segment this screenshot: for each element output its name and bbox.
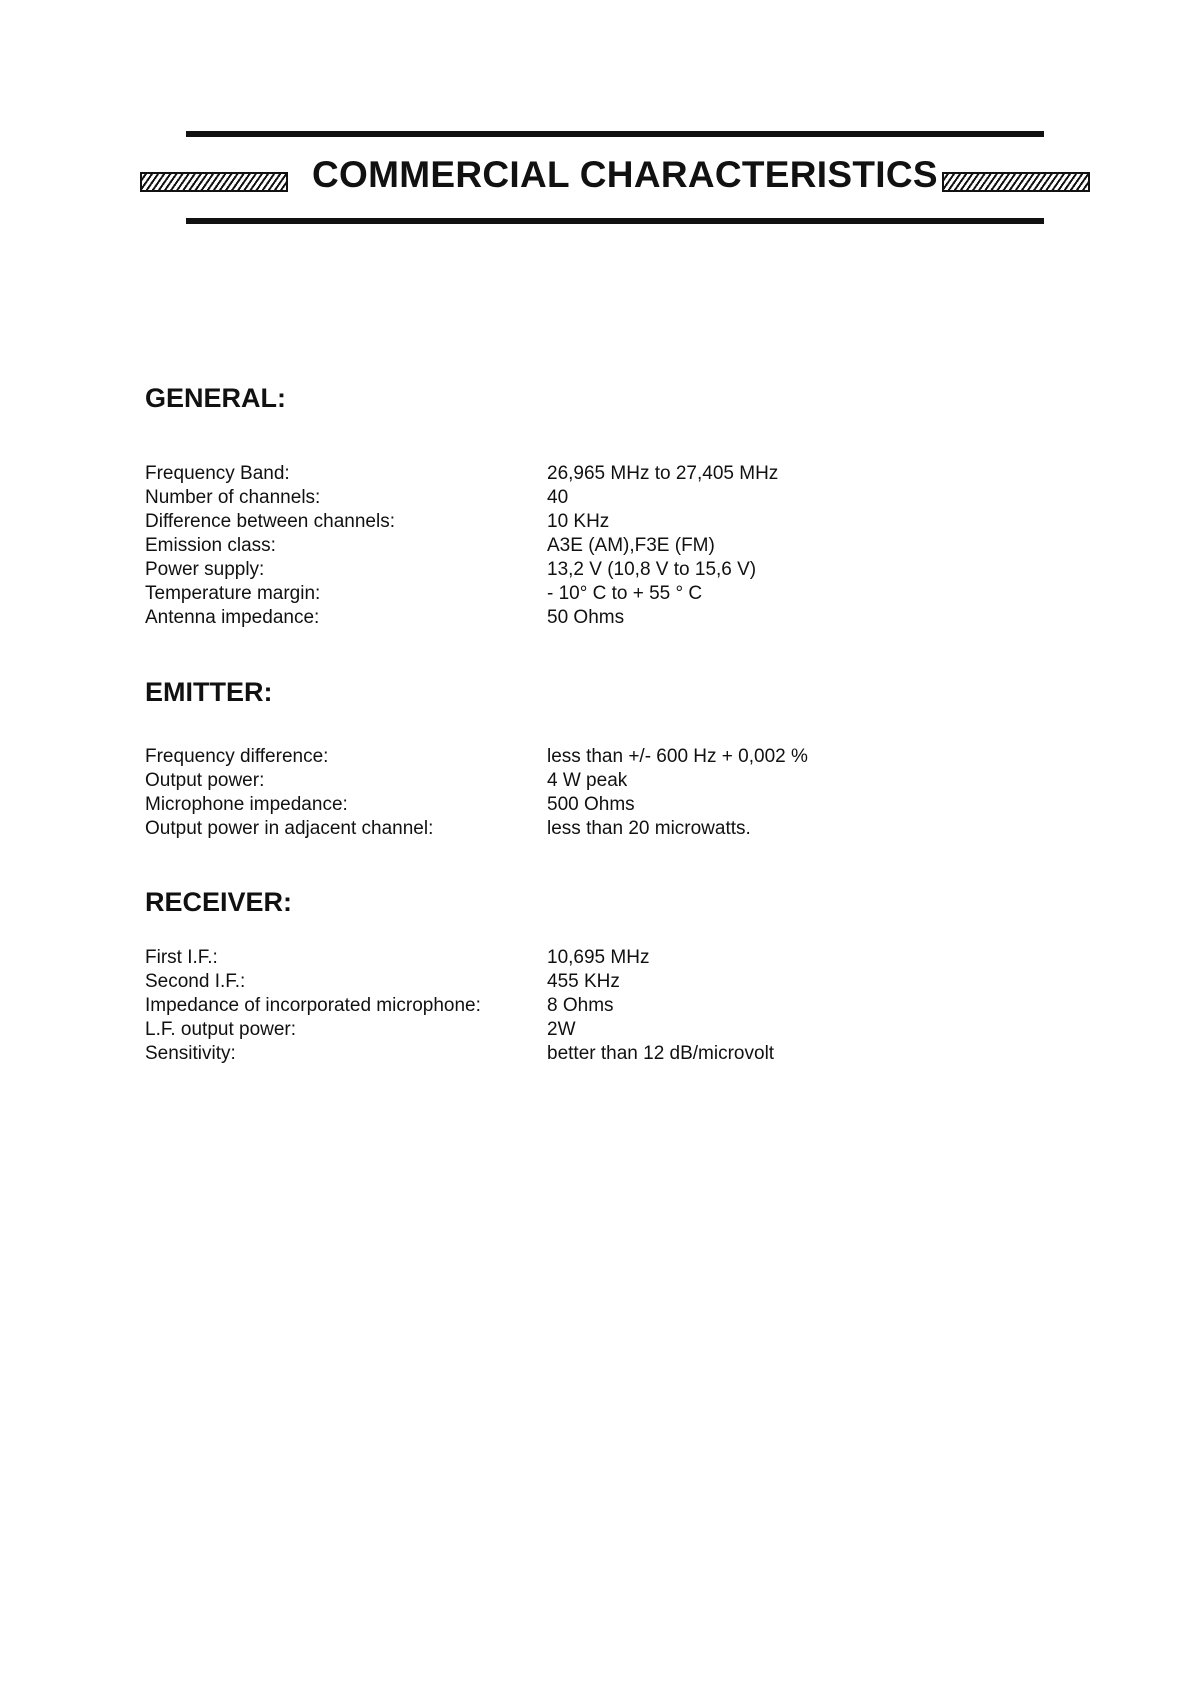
spec-value: better than 12 dB/microvolt [547, 1043, 775, 1064]
spec-row [145, 994, 1045, 1018]
spec-label: Difference between channels: [145, 511, 395, 532]
spec-value: 8 Ohms [547, 995, 614, 1016]
spec-label: Microphone impedance: [145, 794, 348, 815]
spec-value: 13,2 V (10,8 V to 15,6 V) [547, 559, 757, 580]
spec-row [145, 769, 1045, 793]
spec-row [145, 486, 1045, 510]
spec-label: Frequency difference: [145, 746, 329, 767]
spec-row [145, 793, 1045, 817]
spec-row [145, 1018, 1045, 1042]
spec-list-general [145, 462, 1045, 630]
title-banner [140, 153, 1090, 197]
spec-label: Emission class: [145, 535, 276, 556]
spec-value: less than 20 microwatts. [547, 818, 751, 839]
spec-row [145, 970, 1045, 994]
spec-label: First I.F.: [145, 947, 218, 968]
spec-label: Impedance of incorporated microphone: [145, 995, 481, 1016]
spec-value: - 10° C to + 55 ° C [547, 583, 703, 604]
spec-list-receiver [145, 946, 1045, 1066]
bottom-rule [186, 218, 1044, 224]
spec-value: 500 Ohms [547, 794, 635, 815]
hatched-bar-right [942, 172, 1090, 192]
spec-row [145, 558, 1045, 582]
spec-row [145, 606, 1045, 630]
spec-row [145, 510, 1045, 534]
section-heading-emitter: EMITTER: [145, 677, 273, 707]
spec-row [145, 946, 1045, 970]
hatched-bar-left [140, 172, 288, 192]
spec-row [145, 1042, 1045, 1066]
spec-value: 40 [547, 487, 569, 508]
spec-value: 455 KHz [547, 971, 620, 992]
spec-row [145, 534, 1045, 558]
spec-label: Frequency Band: [145, 463, 290, 484]
spec-label: Output power in adjacent channel: [145, 818, 434, 839]
spec-label: Sensitivity: [145, 1043, 236, 1064]
spec-label: Power supply: [145, 559, 265, 580]
page-title: COMMERCIAL CHARACTERISTICS [312, 154, 938, 195]
section-heading-receiver: RECEIVER: [145, 887, 293, 917]
spec-label: Temperature margin: [145, 583, 321, 604]
top-rule [186, 131, 1044, 137]
spec-value: 4 W peak [547, 770, 628, 791]
spec-row [145, 817, 1045, 841]
spec-row [145, 745, 1045, 769]
spec-label: Output power: [145, 770, 265, 791]
spec-value: 10,695 MHz [547, 947, 650, 968]
spec-value: 2W [547, 1019, 576, 1040]
section-heading-general: GENERAL: [145, 383, 286, 413]
spec-label: Number of channels: [145, 487, 321, 508]
spec-value: A3E (AM),F3E (FM) [547, 535, 715, 556]
spec-label: Second I.F.: [145, 971, 246, 992]
spec-value: 10 KHz [547, 511, 610, 532]
spec-value: 50 Ohms [547, 607, 625, 628]
spec-label: Antenna impedance: [145, 607, 320, 628]
spec-list-emitter [145, 745, 1045, 841]
spec-row [145, 582, 1045, 606]
spec-value: less than +/- 600 Hz + 0,002 % [547, 746, 808, 767]
spec-label: L.F. output power: [145, 1019, 297, 1040]
spec-value: 26,965 MHz to 27,405 MHz [547, 463, 779, 484]
spec-row [145, 462, 1045, 486]
